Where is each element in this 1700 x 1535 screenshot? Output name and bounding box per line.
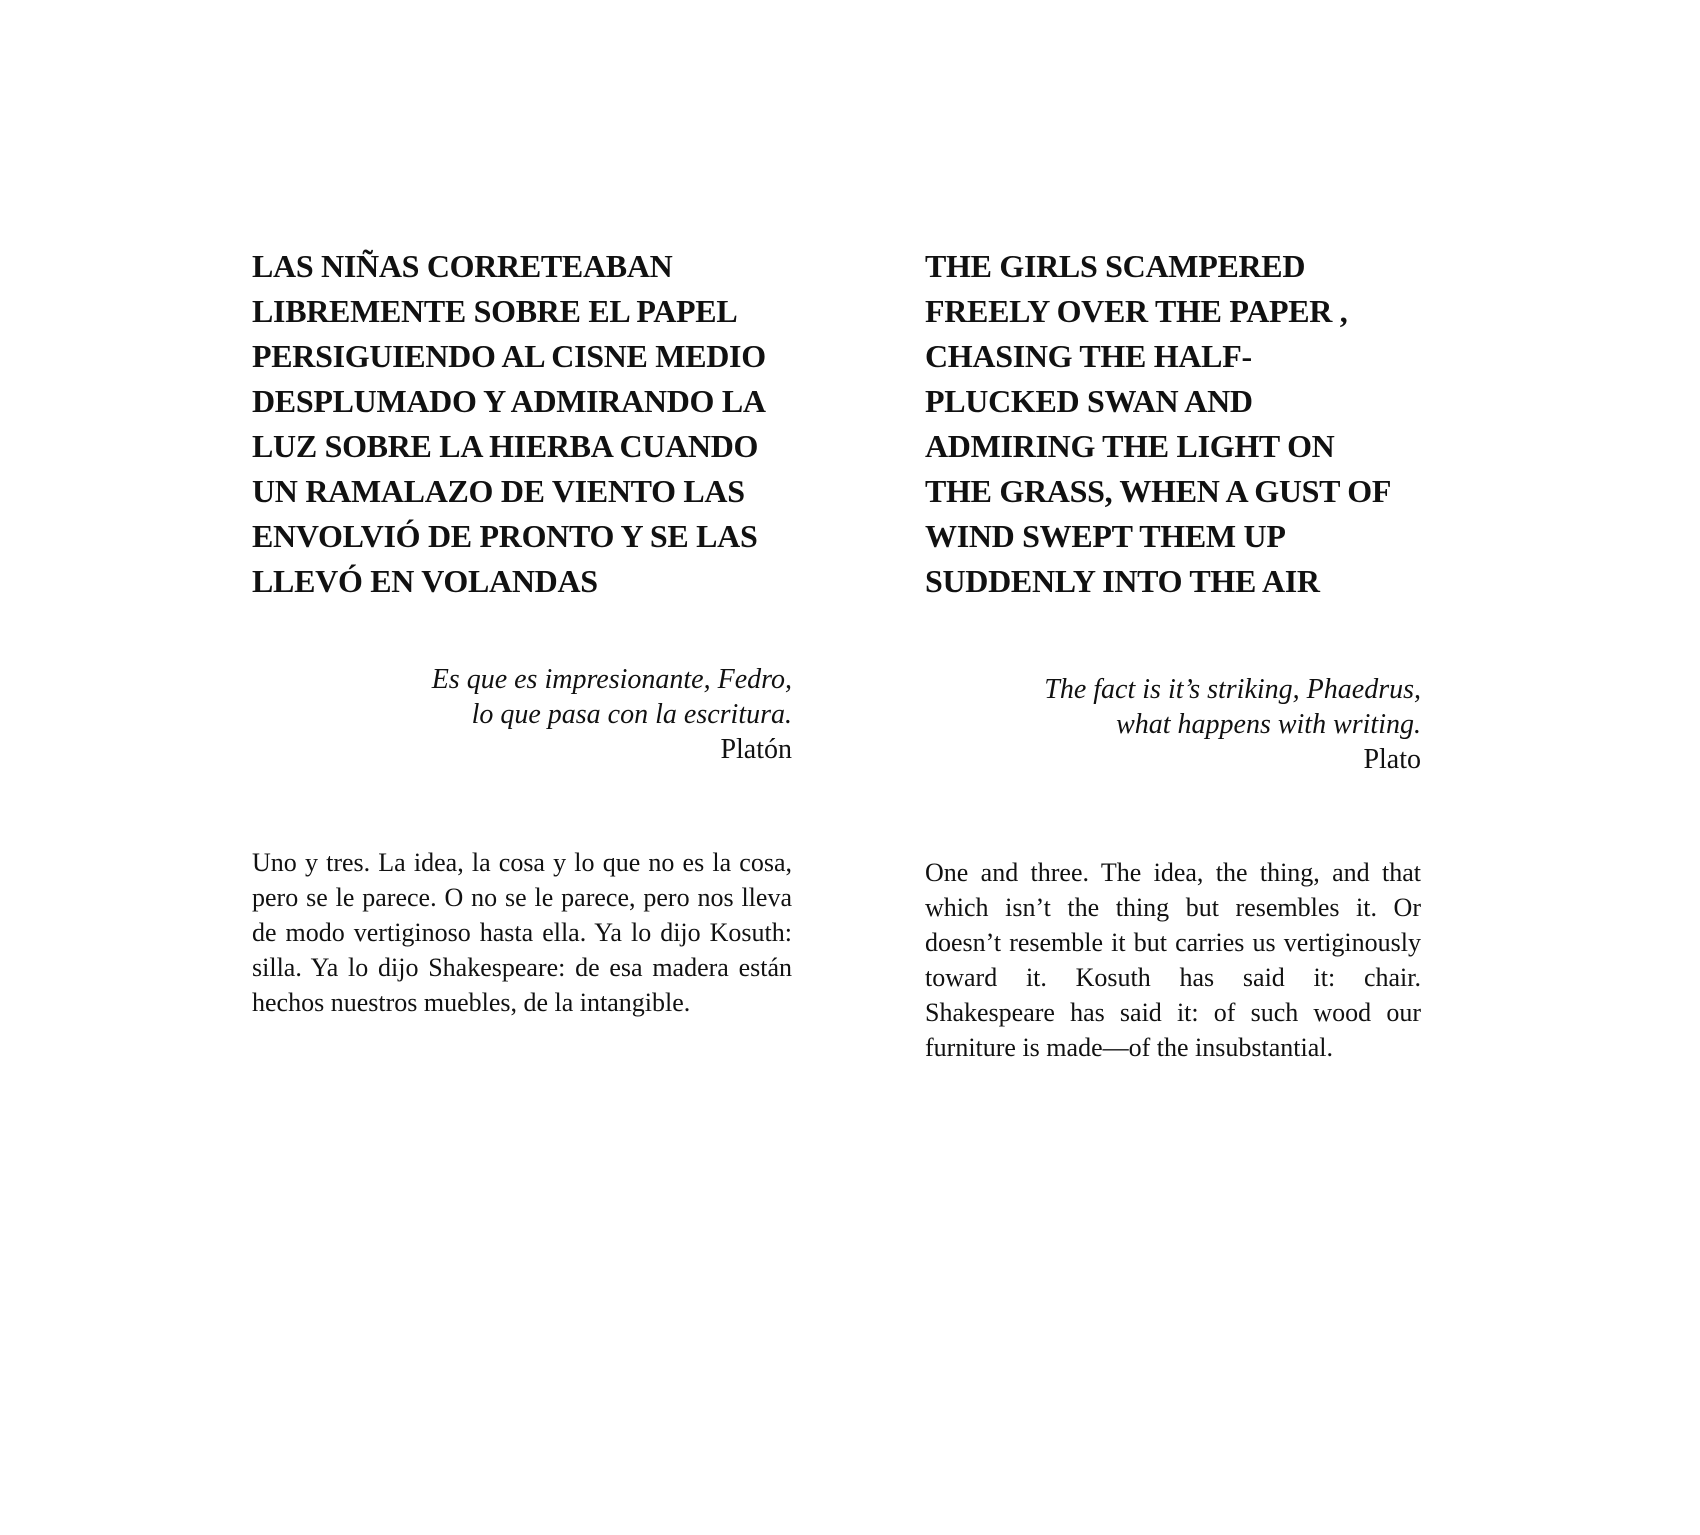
epigraph-author: Plato: [1363, 744, 1421, 775]
heading-line: SUDDENLY INTO THE AIR: [925, 563, 1320, 599]
english-paragraph: One and three. The idea, the thing, and that which isn’t the thing but resembles it. Or doesn’t resemble it but carries us vertiginously toward it. Kosuth has said it: chair. Shakespeare has said it: of such wood our furniture is made—of the insubstantial.: [925, 858, 1421, 1062]
heading-line: THE GRASS, WHEN A GUST OF: [925, 473, 1392, 509]
heading-line: LAS NIÑAS CORRETEABAN: [252, 248, 673, 284]
heading-line: PLUCKED SWAN AND: [925, 383, 1253, 419]
epigraph-line: Es que es impresionante, Fedro,: [431, 664, 792, 695]
english-heading: [925, 244, 1391, 604]
heading-line: CHASING THE HALF-: [925, 338, 1252, 374]
heading-line: DESPLUMADO Y ADMIRANDO LA: [252, 383, 766, 419]
epigraph-line: lo que pasa con la escritura.: [471, 699, 792, 730]
heading-line: PERSIGUIENDO AL CISNE MEDIO: [252, 338, 766, 374]
epigraph-line: what happens with writing.: [1116, 709, 1421, 740]
spanish-epigraph: [432, 662, 792, 767]
spanish-paragraph: Uno y tres. La idea, la cosa y lo que no es la cosa, pero se le parece. O no se le parece, pero nos lleva de modo vertiginoso hasta ella. Ya lo dijo Kosuth: silla. Ya lo dijo Shakespeare: de esa madera están hechos nuestros muebles, de la intangible.: [252, 848, 792, 1017]
heading-line: UN RAMALAZO DE VIENTO LAS: [252, 473, 745, 509]
heading-line: LLEVÓ EN VOLANDAS: [252, 563, 598, 599]
spanish-heading: [252, 244, 766, 604]
heading-line: LUZ SOBRE LA HIERBA CUANDO: [252, 428, 759, 464]
heading-line: ADMIRING THE LIGHT ON: [925, 428, 1335, 464]
heading-line: FREELY OVER THE PAPER ,: [925, 293, 1348, 329]
heading-line: THE GIRLS SCAMPERED: [925, 248, 1306, 284]
heading-line: LIBREMENTE SOBRE EL PAPEL: [252, 293, 738, 329]
epigraph-line: The fact is it’s striking, Phaedrus,: [1044, 674, 1421, 705]
heading-line: WIND SWEPT THEM UP: [925, 518, 1286, 554]
english-epigraph: [1044, 672, 1421, 777]
epigraph-author: Platón: [720, 734, 792, 765]
heading-line: ENVOLVIÓ DE PRONTO Y SE LAS: [252, 518, 758, 554]
